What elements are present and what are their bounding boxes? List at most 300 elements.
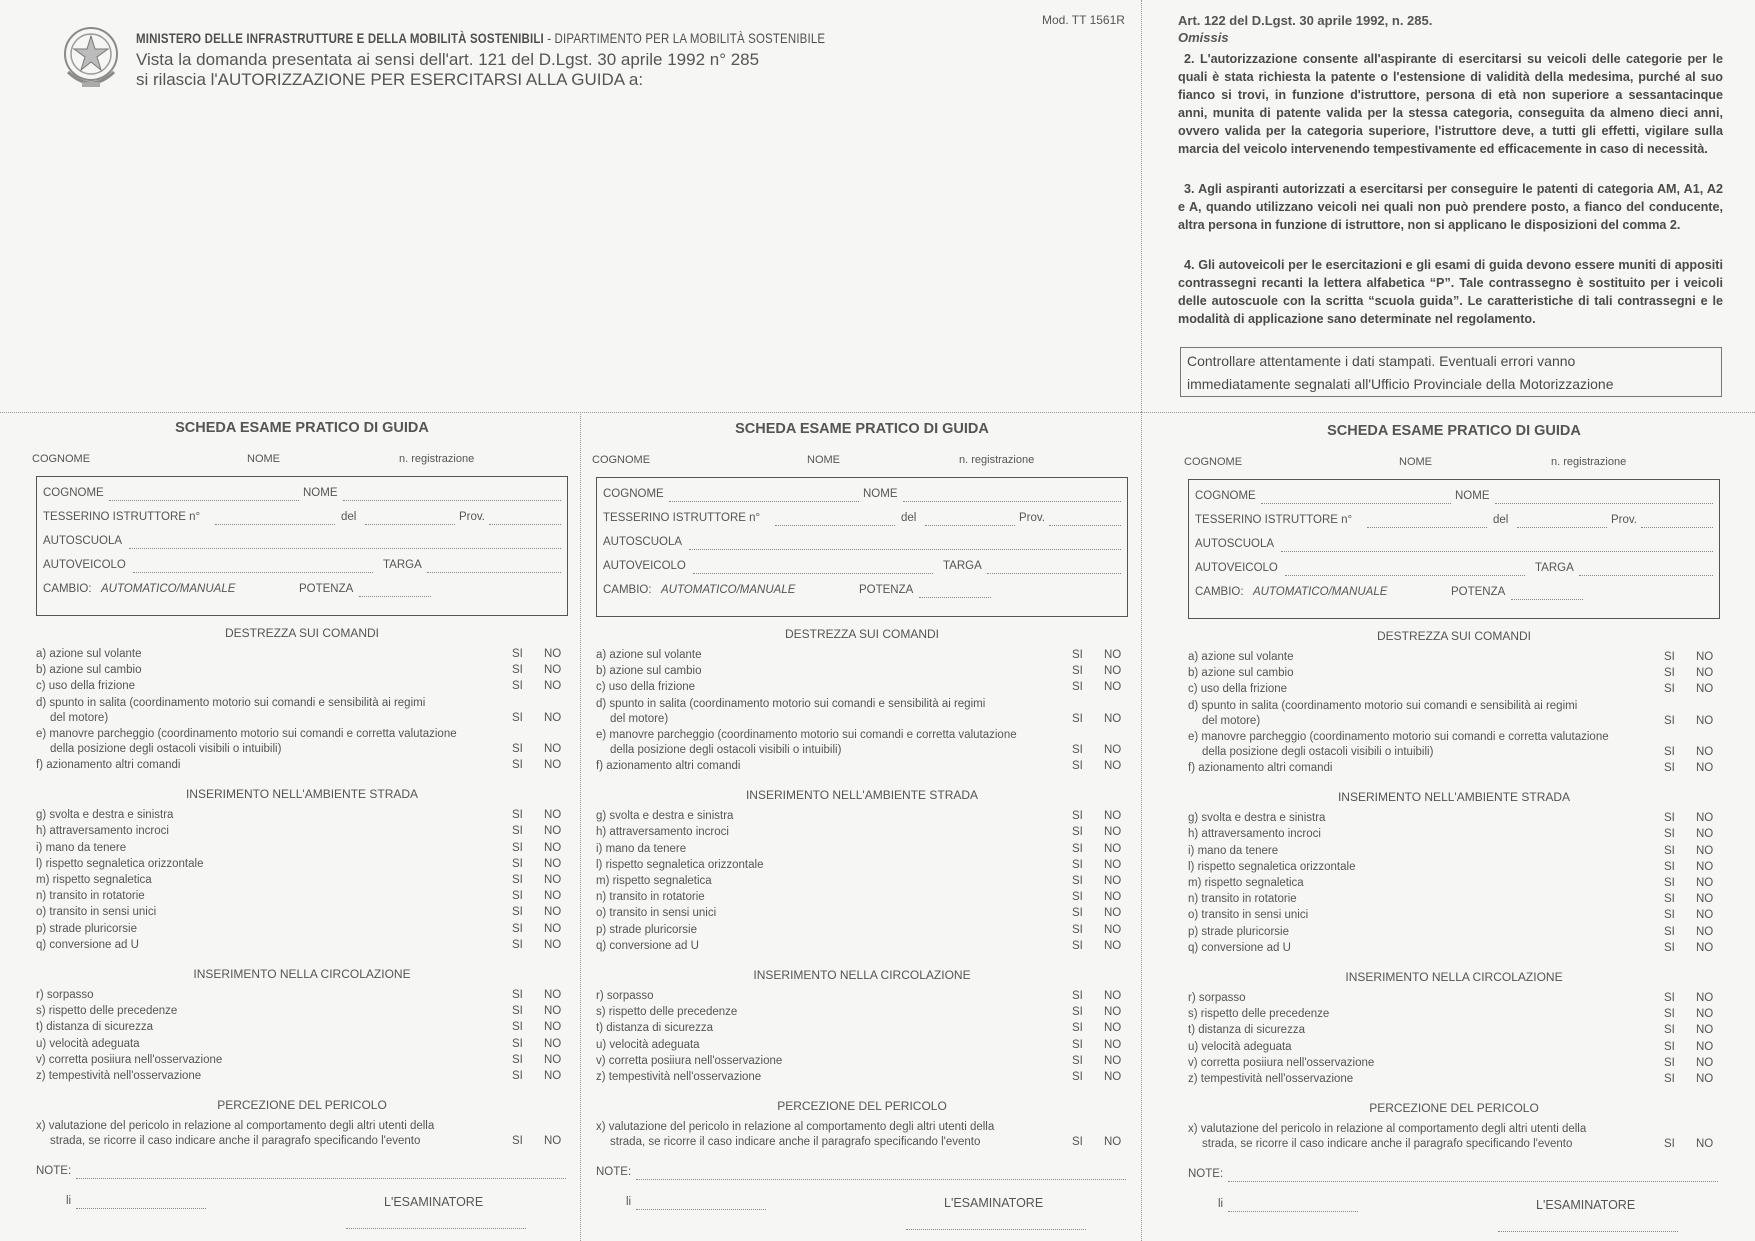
answer-si[interactable]: SI [512, 1135, 523, 1148]
answer-no[interactable]: NO [1696, 1138, 1714, 1151]
exam-item-label: e) manovre parcheggio (coordinamento motorio sui comandi e corretta valutazione [596, 728, 1017, 741]
model-code: Mod. TT 1561R [1042, 13, 1125, 27]
answer-si[interactable]: SI [1072, 649, 1083, 661]
answer-no[interactable]: NO [1696, 1008, 1714, 1021]
answer-no[interactable]: NO [544, 938, 562, 951]
exam-item-label: p) strade pluricorsie [36, 922, 137, 935]
answer-si[interactable]: SI [1664, 860, 1675, 873]
answer-si[interactable]: SI [1664, 651, 1675, 663]
answer-si[interactable]: SI [512, 648, 523, 660]
exam-item-label: i) mano da tenere [36, 841, 127, 854]
answer-no[interactable]: NO [1104, 1054, 1122, 1067]
answer-no[interactable]: NO [1696, 762, 1714, 774]
exam-item-label: c) uso della frizione [36, 680, 136, 693]
answer-no[interactable]: NO [544, 809, 562, 822]
exam-item-label: u) velocità adeguata [596, 1038, 700, 1051]
answer-no[interactable]: NO [544, 1053, 562, 1066]
answer-si[interactable]: SI [512, 890, 523, 903]
exam-item-label-cont: della posizione degli ostacoli visibili o intuibili) [50, 742, 282, 755]
exam-item-label: g) svolta e destra e sinistra [596, 810, 734, 823]
box-prov-label: Prov. [1611, 514, 1637, 526]
answer-no[interactable]: NO [1696, 651, 1714, 663]
exam-item-label: g) svolta e destra e sinistra [1188, 812, 1326, 825]
exam-item-label: f) azionamento altri comandi [36, 759, 181, 771]
exam-item-label: z) tempestività nell'osservazione [596, 1071, 762, 1083]
box-cognome-label-dots[interactable] [109, 499, 299, 501]
box-targa-label: TARGA [1535, 562, 1574, 574]
answer-no[interactable]: NO [1696, 860, 1714, 873]
box-nome-label: NOME [303, 487, 338, 499]
answer-si[interactable]: SI [1072, 939, 1083, 952]
box-autoveicolo-label-dots[interactable] [693, 572, 933, 574]
exam-item-label-cont: strada, se ricorre il caso indicare anche il paragrafo specificando l'evento [1202, 1138, 1573, 1151]
answer-si[interactable]: SI [1072, 1136, 1083, 1149]
box-targa-label: TARGA [943, 560, 982, 572]
exam-item-label-cont: del motore) [1202, 714, 1261, 727]
section-title: PERCEZIONE DEL PERICOLO [777, 1099, 947, 1114]
answer-si[interactable]: SI [1664, 714, 1675, 727]
answer-no[interactable]: NO [1104, 891, 1122, 904]
exam-item-label: s) rispetto delle precedenze [36, 1005, 178, 1018]
box-tesserino-label-dots[interactable] [775, 524, 895, 526]
answer-si[interactable]: SI [1664, 762, 1675, 774]
examiner-label: L'ESAMINATORE [384, 1195, 484, 1210]
answer-si[interactable]: SI [512, 857, 523, 870]
answer-no[interactable]: NO [544, 759, 562, 771]
exam-item-label: b) azione sul cambio [36, 664, 142, 677]
answer-no[interactable]: NO [544, 841, 562, 854]
answer-no[interactable]: NO [1696, 909, 1714, 922]
answer-si[interactable]: SI [512, 1053, 523, 1066]
answer-no[interactable]: NO [544, 680, 562, 693]
section-title: DESTREZZA SUI COMANDI [784, 627, 939, 641]
scheda-column-2 [592, 412, 1132, 1212]
answer-si[interactable]: SI [1664, 812, 1675, 825]
exam-item-label-cont: della posizione degli ostacoli visibili o intuibili) [1202, 745, 1434, 758]
exam-item-label: o) transito in sensi unici [36, 906, 157, 919]
box-autoveicolo-label-dots[interactable] [133, 571, 373, 573]
box-nome-label-dots[interactable] [343, 499, 561, 501]
place-date-label: li [66, 1195, 72, 1208]
answer-no[interactable]: NO [544, 1135, 562, 1148]
place-date-field[interactable] [76, 1207, 206, 1209]
intro-line-2: si rilascia l'AUTORIZZAZIONE PER ESERCITARSI ALLA GUIDA a: [136, 70, 644, 89]
answer-si[interactable]: SI [1664, 683, 1675, 696]
answer-no[interactable]: NO [544, 825, 562, 838]
answer-si[interactable]: SI [1072, 923, 1083, 936]
exam-item-label: g) svolta e destra e sinistra [36, 809, 174, 822]
answer-si[interactable]: SI [1072, 1022, 1083, 1035]
answer-si[interactable]: SI [1072, 760, 1083, 772]
examiner-signature-field[interactable] [906, 1228, 1086, 1230]
box-tesserino-label: TESSERINO ISTRUTTORE n° [603, 512, 761, 524]
exam-item-label: v) corretta posiiura nell'osservazione [596, 1054, 783, 1067]
answer-si[interactable]: SI [1664, 667, 1675, 680]
box-cognome-label: COGNOME [43, 487, 104, 499]
box-tesserino-label-dots[interactable] [1367, 526, 1487, 528]
answer-si[interactable]: SI [1072, 712, 1083, 725]
answer-si[interactable]: SI [1664, 1008, 1675, 1021]
exam-item-label: b) azione sul cambio [596, 665, 702, 678]
answer-si[interactable]: SI [1072, 891, 1083, 904]
answer-no[interactable]: NO [544, 711, 562, 724]
box-prov-label: Prov. [459, 511, 485, 523]
exam-item-label: f) azionamento altri comandi [1188, 762, 1333, 774]
answer-no[interactable]: NO [1696, 992, 1714, 1004]
exam-item-label: q) conversione ad U [596, 939, 699, 952]
answer-no[interactable]: NO [1104, 858, 1122, 871]
answer-si[interactable]: SI [1072, 842, 1083, 855]
scheda-title: SCHEDA ESAME PRATICO DI GUIDA [1327, 423, 1581, 439]
answer-si[interactable]: SI [1664, 925, 1675, 938]
answer-no[interactable]: NO [1696, 941, 1714, 954]
box-autoscuola-label-dots[interactable] [129, 547, 561, 549]
answer-no[interactable]: NO [1104, 842, 1122, 855]
answer-si[interactable]: SI [1072, 826, 1083, 839]
answer-no[interactable]: NO [1104, 923, 1122, 936]
exam-item-label: m) rispetto segnaletica [36, 874, 152, 886]
answer-no[interactable]: NO [1104, 1038, 1122, 1051]
exam-item-label: v) corretta posiiura nell'osservazione [1188, 1056, 1375, 1069]
answer-no[interactable]: NO [1696, 745, 1714, 758]
exam-item-label: t) distanza di sicurezza [1188, 1024, 1305, 1037]
examiner-signature-field[interactable] [1498, 1230, 1678, 1232]
answer-no[interactable]: NO [1696, 1073, 1714, 1085]
answer-no[interactable]: NO [1696, 925, 1714, 938]
scheda-column-1 [32, 412, 572, 1212]
answer-si[interactable]: SI [1664, 877, 1675, 889]
answer-no[interactable]: NO [1104, 939, 1122, 952]
exam-item-label: n) transito in rotatorie [1188, 893, 1297, 906]
answer-no[interactable]: NO [1696, 1024, 1714, 1037]
article-paragraph-2: 2. L'autorizzazione consente all'aspirante di esercitarsi su veicoli delle categorie per le quali è stata richiesta la patente o l'estensione di validità della medesima, purché al suo fianco si trovi, in funzione d'istruttore, persona di età non superiore a sessantacinque anni, munita di patente valida per la stessa categoria, conseguita da almeno dieci anni, ovvero valida per la categoria superiore, l'istruttore deve, a tutti gli effetti, vigilare sulla marcia del veicolo intervenendo tempestivamente ed efficacemente in caso di necessità. [1178, 52, 1723, 156]
exam-item-label-cont: del motore) [50, 711, 109, 724]
exam-item-label: s) rispetto delle precedenze [596, 1006, 738, 1019]
exam-item-label: i) mano da tenere [596, 842, 687, 855]
answer-si[interactable]: SI [512, 906, 523, 919]
box-autoscuola-label-dots[interactable] [1281, 550, 1713, 552]
answer-si[interactable]: SI [1664, 1040, 1675, 1053]
answer-no[interactable]: NO [1104, 1071, 1122, 1083]
answer-si[interactable]: SI [1664, 745, 1675, 758]
box-del-label: del [341, 511, 357, 523]
answer-no[interactable]: NO [1696, 812, 1714, 825]
answer-si[interactable]: SI [1072, 875, 1083, 887]
answer-no[interactable]: NO [1104, 681, 1122, 694]
answer-si[interactable]: SI [512, 1021, 523, 1034]
box-prov-label-dots[interactable] [489, 523, 561, 525]
box-autoveicolo-label: AUTOVEICOLO [43, 559, 126, 571]
box-potenza-label-dots[interactable] [919, 596, 991, 598]
place-date-field[interactable] [1228, 1210, 1358, 1212]
answer-si[interactable]: SI [1664, 941, 1675, 954]
scheda-title: SCHEDA ESAME PRATICO DI GUIDA [175, 420, 429, 436]
note-field[interactable] [1228, 1180, 1718, 1182]
answer-si[interactable]: SI [1664, 1138, 1675, 1151]
box-del-label-dots[interactable] [365, 523, 455, 525]
answer-si[interactable]: SI [512, 922, 523, 935]
answer-no[interactable]: NO [1696, 667, 1714, 680]
answer-si[interactable]: SI [1072, 665, 1083, 678]
box-tesserino-label: TESSERINO ISTRUTTORE n° [43, 511, 201, 523]
scheda-title: SCHEDA ESAME PRATICO DI GUIDA [735, 421, 989, 437]
answer-no[interactable]: NO [1104, 1022, 1122, 1035]
box-autoscuola-label: AUTOSCUOLA [603, 536, 683, 548]
answer-si[interactable]: SI [1664, 844, 1675, 857]
answer-no[interactable]: NO [544, 906, 562, 919]
box-autoveicolo-label-dots[interactable] [1285, 574, 1525, 576]
answer-no[interactable]: NO [1696, 714, 1714, 727]
examiner-signature-field[interactable] [346, 1227, 526, 1229]
answer-no[interactable]: NO [1696, 1040, 1714, 1053]
exam-item-label: e) manovre parcheggio (coordinamento motorio sui comandi e corretta valutazione [1188, 730, 1609, 743]
box-targa-label-dots[interactable] [427, 571, 561, 573]
section-title: INSERIMENTO NELL'AMBIENTE STRADA [1337, 790, 1571, 805]
answer-no[interactable]: NO [544, 1005, 562, 1018]
answer-no[interactable]: NO [1104, 1136, 1122, 1149]
exam-item-label: v) corretta posiiura nell'osservazione [36, 1053, 223, 1066]
exam-item-label: u) velocità adeguata [1188, 1040, 1292, 1053]
box-cognome-label-dots[interactable] [669, 500, 859, 502]
answer-si[interactable]: SI [512, 742, 523, 755]
box-prov-label-dots[interactable] [1049, 524, 1121, 526]
exam-item-label: q) conversione ad U [36, 938, 139, 951]
exam-item-label: s) rispetto delle precedenze [1188, 1008, 1330, 1021]
answer-no[interactable]: NO [1104, 875, 1122, 887]
box-targa-label-dots[interactable] [1579, 574, 1713, 576]
box-cognome-label-dots[interactable] [1261, 502, 1451, 504]
place-date-label: li [1218, 1198, 1224, 1211]
answer-si[interactable]: SI [1072, 681, 1083, 694]
scheda-column-3 [1184, 412, 1724, 1212]
box-autoveicolo-label: AUTOVEICOLO [603, 560, 686, 572]
box-targa-label-dots[interactable] [987, 572, 1121, 574]
exam-item-label: c) uso della frizione [1188, 683, 1288, 696]
answer-si[interactable]: SI [512, 680, 523, 693]
exam-item-label: c) uso della frizione [596, 681, 696, 694]
box-autoscuola-label: AUTOSCUOLA [1195, 538, 1275, 550]
answer-no[interactable]: NO [1104, 826, 1122, 839]
section-title: INSERIMENTO NELLA CIRCOLAZIONE [193, 967, 411, 981]
box-potenza-label: POTENZA [299, 583, 354, 595]
section-title: INSERIMENTO NELL'AMBIENTE STRADA [745, 788, 979, 803]
exam-item-label: z) tempestività nell'osservazione [1188, 1073, 1354, 1085]
answer-si[interactable]: SI [512, 825, 523, 838]
answer-si[interactable]: SI [1072, 810, 1083, 823]
answer-no[interactable]: NO [1696, 683, 1714, 696]
note-label: NOTE: [596, 1166, 632, 1179]
republic-emblem-icon [60, 22, 122, 92]
exam-item-label: t) distanza di sicurezza [596, 1022, 713, 1035]
answer-no[interactable]: NO [1104, 810, 1122, 823]
box-potenza-label: POTENZA [1451, 586, 1506, 598]
answer-no[interactable]: NO [544, 742, 562, 755]
answer-si[interactable]: SI [1664, 1056, 1675, 1069]
exam-item-label: o) transito in sensi unici [1188, 909, 1309, 922]
answer-si[interactable]: SI [1664, 909, 1675, 922]
answer-no[interactable]: NO [1104, 990, 1122, 1002]
box-del-label-dots[interactable] [925, 524, 1015, 526]
answer-si[interactable]: SI [1664, 828, 1675, 841]
answer-si[interactable]: SI [512, 1005, 523, 1018]
note-field[interactable] [636, 1178, 1126, 1180]
box-nome-label-dots[interactable] [903, 500, 1121, 502]
box-potenza-label-dots[interactable] [359, 595, 431, 597]
box-nome-label-dots[interactable] [1495, 502, 1713, 504]
box-del-label: del [901, 512, 917, 524]
exam-item-label-cont: del motore) [610, 712, 669, 725]
notice-line-2: immediatamente segnalati all'Ufficio Provinciale della Motorizzazione [1187, 376, 1614, 392]
place-date-field[interactable] [636, 1208, 766, 1210]
ministry-heading: MINISTERO DELLE INFRASTRUTTURE E DELLA MOBILITÀ SOSTENIBILI - DIPARTIMENTO PER LA MOBILITÀ SOSTENIBILE [136, 30, 826, 46]
article-paragraph-4: 4. Gli autoveicoli per le esercitazioni e gli esami di guida devono essere muniti di appositi contrassegni recanti la lettera alfabetica “P”. Tale contrassegno è sostituito per i veicoli delle autoscuole con la scritta “scuola guida”. Le caratteristiche di tali contrassegni e le modalità di applicazione sano determinate nel regolamento. [1178, 258, 1723, 326]
notice-line-1: Controllare attentamente i dati stampati. Eventuali errori vanno [1187, 353, 1576, 369]
label-nome: NOME [247, 453, 280, 465]
exam-item-label: r) sorpasso [1188, 992, 1246, 1004]
fold-line-vertical-top [1141, 0, 1142, 412]
exam-item-label: d) spunto in salita (coordinamento motorio sui comandi e sensibilità ai regimi [1188, 699, 1578, 712]
exam-item-label-cont: della posizione degli ostacoli visibili o intuibili) [610, 743, 842, 756]
exam-item-label: x) valutazione del pericolo in relazione al comportamento degli altri utenti della [596, 1121, 995, 1134]
box-del-label: del [1493, 514, 1509, 526]
box-nome-label: NOME [1455, 490, 1490, 502]
section-title: INSERIMENTO NELLA CIRCOLAZIONE [1345, 970, 1563, 984]
answer-si[interactable]: SI [512, 809, 523, 822]
answer-no[interactable]: NO [1104, 649, 1122, 661]
exam-item-label: q) conversione ad U [1188, 941, 1291, 954]
answer-si[interactable]: SI [512, 664, 523, 677]
answer-si[interactable]: SI [512, 989, 523, 1001]
exam-item-label: l) rispetto segnaletica orizzontale [36, 857, 204, 870]
exam-item-label: o) transito in sensi unici [596, 907, 717, 920]
answer-si[interactable]: SI [512, 841, 523, 854]
answer-no[interactable]: NO [1104, 760, 1122, 772]
box-tesserino-label: TESSERINO ISTRUTTORE n° [1195, 514, 1353, 526]
answer-no[interactable]: NO [544, 1070, 562, 1082]
answer-si[interactable]: SI [1664, 1024, 1675, 1037]
exam-item-label: n) transito in rotatorie [596, 891, 705, 904]
answer-si[interactable]: SI [1664, 1073, 1675, 1085]
answer-no[interactable]: NO [1696, 1056, 1714, 1069]
box-autoscuola-label: AUTOSCUOLA [43, 535, 123, 547]
box-cambio-label: CAMBIO: [603, 584, 652, 596]
box-autoscuola-label-dots[interactable] [689, 548, 1121, 550]
answer-no[interactable]: NO [544, 648, 562, 660]
exam-item-label: a) azione sul volante [36, 648, 142, 660]
candidate-data-box [596, 477, 1128, 617]
note-field[interactable] [76, 1177, 566, 1179]
section-title: PERCEZIONE DEL PERICOLO [1369, 1101, 1539, 1116]
label-n-registrazione: n. registrazione [1551, 456, 1627, 468]
answer-si[interactable]: SI [512, 938, 523, 951]
answer-no[interactable]: NO [1104, 712, 1122, 725]
intro-line-1: Vista la domanda presentata ai sensi dell'art. 121 del D.Lgst. 30 aprile 1992 n° 285 [136, 50, 760, 69]
note-label: NOTE: [36, 1165, 72, 1178]
answer-no[interactable]: NO [544, 1021, 562, 1034]
answer-si[interactable]: SI [512, 874, 523, 886]
answer-si[interactable]: SI [512, 1037, 523, 1050]
answer-si[interactable]: SI [1664, 992, 1675, 1004]
answer-si[interactable]: SI [512, 1070, 523, 1082]
box-potenza-label-dots[interactable] [1511, 598, 1583, 600]
exam-item-label: t) distanza di sicurezza [36, 1021, 153, 1034]
section-title: DESTREZZA SUI COMANDI [224, 626, 379, 640]
answer-si[interactable]: SI [1072, 1054, 1083, 1067]
box-cambio-value: AUTOMATICO/MANUALE [1253, 586, 1388, 598]
box-cognome-label: COGNOME [1195, 490, 1256, 502]
article-omissis: Omissis [1178, 30, 1229, 45]
answer-no[interactable]: NO [1696, 844, 1714, 857]
box-tesserino-label-dots[interactable] [215, 523, 335, 525]
answer-no[interactable]: NO [544, 922, 562, 935]
box-cambio-label: CAMBIO: [1195, 586, 1244, 598]
answer-si[interactable]: SI [1072, 1006, 1083, 1019]
answer-si[interactable]: SI [1072, 1038, 1083, 1051]
answer-no[interactable]: NO [544, 1037, 562, 1050]
answer-no[interactable]: NO [1104, 743, 1122, 756]
section-title: INSERIMENTO NELLA CIRCOLAZIONE [753, 968, 971, 982]
candidate-data-box [1188, 479, 1720, 619]
box-prov-label: Prov. [1019, 512, 1045, 524]
exam-item-label: a) azione sul volante [1188, 651, 1294, 663]
answer-no[interactable]: NO [544, 857, 562, 870]
answer-no[interactable]: NO [544, 664, 562, 677]
answer-si[interactable]: SI [1664, 893, 1675, 906]
note-label: NOTE: [1188, 1168, 1224, 1181]
box-cambio-value: AUTOMATICO/MANUALE [101, 583, 236, 595]
exam-item-label: n) transito in rotatorie [36, 890, 145, 903]
box-prov-label-dots[interactable] [1641, 526, 1713, 528]
box-targa-label: TARGA [383, 559, 422, 571]
answer-no[interactable]: NO [1696, 877, 1714, 889]
exam-item-label: r) sorpasso [596, 990, 654, 1002]
answer-no[interactable]: NO [1104, 1006, 1122, 1019]
answer-no[interactable]: NO [544, 890, 562, 903]
section-title: INSERIMENTO NELL'AMBIENTE STRADA [185, 787, 419, 802]
fold-line-vertical-1 [580, 412, 581, 1241]
label-n-registrazione: n. registrazione [959, 454, 1035, 466]
exam-item-label: h) attraversamento incroci [1188, 828, 1321, 841]
exam-item-label: x) valutazione del pericolo in relazione al comportamento degli altri utenti della [1188, 1123, 1587, 1136]
box-del-label-dots[interactable] [1517, 526, 1607, 528]
answer-si[interactable]: SI [1072, 743, 1083, 756]
answer-no[interactable]: NO [544, 989, 562, 1001]
answer-si[interactable]: SI [1072, 1071, 1083, 1083]
exam-item-label: d) spunto in salita (coordinamento motorio sui comandi e sensibilità ai regimi [36, 696, 426, 709]
answer-si[interactable]: SI [512, 711, 523, 724]
answer-no[interactable]: NO [1104, 907, 1122, 920]
answer-si[interactable]: SI [1072, 858, 1083, 871]
section-title: DESTREZZA SUI COMANDI [1376, 629, 1531, 643]
notice-box [1180, 347, 1722, 397]
answer-no[interactable]: NO [544, 874, 562, 886]
exam-item-label: h) attraversamento incroci [36, 825, 169, 838]
box-autoveicolo-label: AUTOVEICOLO [1195, 562, 1278, 574]
answer-no[interactable]: NO [1696, 828, 1714, 841]
label-n-registrazione: n. registrazione [399, 453, 475, 465]
exam-item-label: p) strade pluricorsie [596, 923, 697, 936]
exam-item-label: m) rispetto segnaletica [596, 875, 712, 887]
label-cognome: COGNOME [592, 454, 651, 466]
label-cognome: COGNOME [32, 453, 91, 465]
exam-item-label-cont: strada, se ricorre il caso indicare anche il paragrafo specificando l'evento [610, 1136, 981, 1149]
answer-no[interactable]: NO [1696, 893, 1714, 906]
answer-si[interactable]: SI [1072, 907, 1083, 920]
answer-no[interactable]: NO [1104, 665, 1122, 678]
answer-si[interactable]: SI [1072, 990, 1083, 1002]
answer-si[interactable]: SI [512, 759, 523, 771]
exam-item-label: i) mano da tenere [1188, 844, 1279, 857]
